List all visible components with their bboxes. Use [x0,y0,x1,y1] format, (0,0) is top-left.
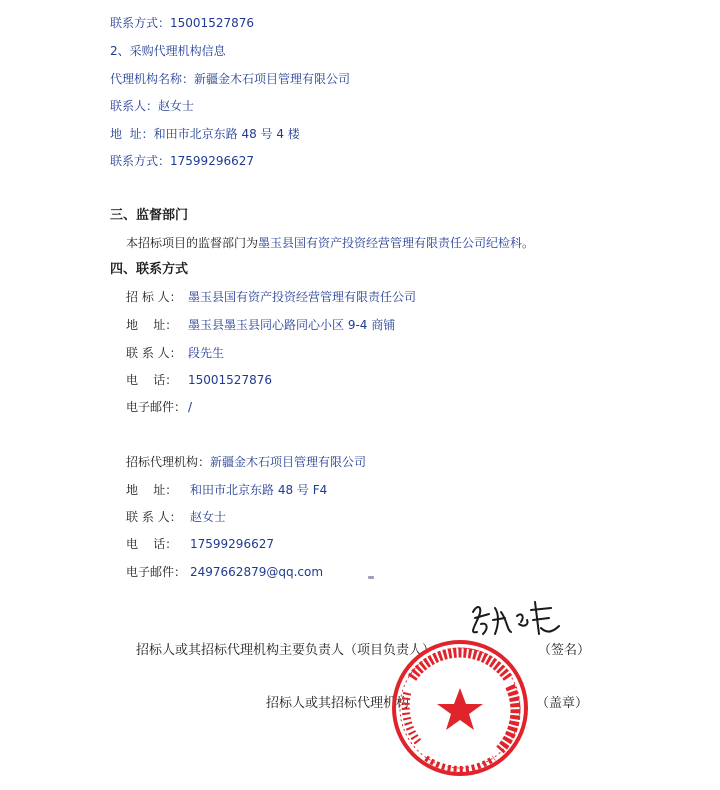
org-line [266,696,409,712]
tenderer-person-value: 段先生 [188,346,225,360]
agency-address-value: 和田市北京东路 48 号 4 楼 [153,127,300,141]
agency-contact-name-line [126,454,366,470]
agency-contact-phone-value: 17599296627 [190,537,274,551]
agency-contact-phone-line [126,536,274,552]
tenderer-phone-line [126,372,272,388]
tenderer-person-label: 联 系 人： [126,346,182,360]
supervision-text-prefix: 本招标项目的监督部门为 [126,236,259,250]
agency-address-line [110,126,300,142]
agency-name-label: 代理机构名称： [110,72,195,86]
sign-note: （签名） [538,643,591,658]
official-seal [390,638,530,778]
tenderer-address-label: 地 址： [126,318,178,332]
tenderer-address-value: 墨玉县墨玉县同心路同心小区 9-4 商铺 [188,318,396,332]
buyer-contact-label: 联系方式： [110,16,171,30]
seal-note: （盖章） [536,696,589,711]
tenderer-name-value: 墨玉县国有资产投资经营管理有限责任公司 [188,290,417,304]
agency-contact-name-label: 招标代理机构： [126,455,211,469]
agency-contact-line [110,153,254,169]
agency-contact-email-label: 电子邮件： [126,565,187,579]
agency-contact-value: 17599296627 [170,154,254,168]
agency-contact-address-value: 和田市北京东路 48 号 F4 [190,483,328,497]
tenderer-email-label: 电子邮件： [126,400,187,414]
agency-contact-label: 联系方式： [110,154,171,168]
agency-contact-person-value: 赵女士 [190,510,227,524]
agency-contact-phone-label: 电 话： [126,537,178,551]
supervision-heading: 三、监督部门 [110,208,189,223]
tenderer-name-label: 招 标 人： [126,290,182,304]
agency-name-line [110,71,350,87]
tenderer-person-line [126,345,224,361]
contact-heading: 四、联系方式 [110,262,189,277]
agency-contact-email-line [126,564,323,580]
tenderer-name-line [126,289,416,305]
agency-section-title: 2、采购代理机构信息 [110,44,226,58]
agency-contact-name-value: 新疆金木石项目管理有限公司 [210,455,367,469]
agency-person-value: 赵女士 [158,99,195,113]
agency-contact-address-label: 地 址： [126,483,178,497]
scan-speck [368,576,374,579]
tenderer-email-value: / [188,400,193,414]
tenderer-phone-value: 15001527876 [188,373,272,387]
agency-contact-email-value: 2497662879@qq.com [190,565,324,579]
supervision-org: 墨玉县国有资产投资经营管理有限责任公司纪检科 [258,236,523,250]
org-label: 招标人或其招标代理机构 [266,696,410,711]
agency-contact-person-line [126,509,226,525]
agency-contact-person-label: 联 系 人： [126,510,182,524]
tenderer-email-line [126,399,192,415]
agency-person-line [110,98,194,114]
supervision-text-suffix: 。 [522,236,535,250]
agency-address-label: 地 址： [110,127,154,141]
responsible-label: 招标人或其招标代理机构主要负责人（项目负责人） [136,643,436,658]
agency-person-label: 联系人： [110,99,159,113]
tenderer-phone-label: 电 话： [126,373,178,387]
agency-name-value: 新疆金木石项目管理有限公司 [194,72,351,86]
agency-contact-address-line [126,482,327,498]
buyer-contact-line [110,15,254,31]
supervision-text [126,235,534,251]
buyer-contact-value: 15001527876 [170,16,254,30]
tenderer-address-line [126,317,395,333]
